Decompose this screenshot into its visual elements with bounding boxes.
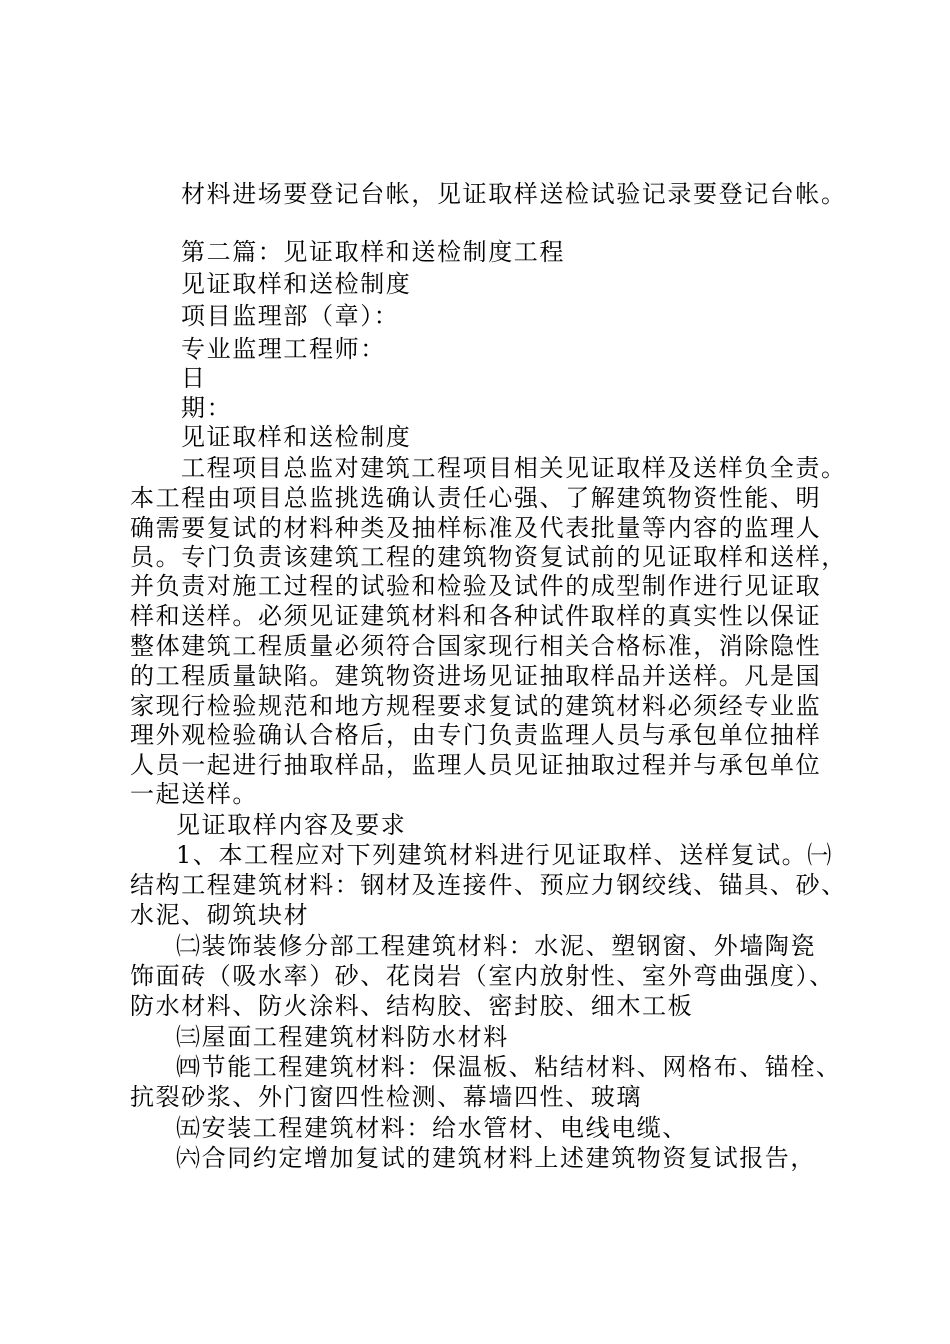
paragraph-line: 整体建筑工程质量必须符合国家现行相关合格标准，消除隐性 [130,632,822,660]
list-line: ㈣节能工程建筑材料：保温板、粘结材料、网格布、锚栓、 [176,1053,842,1081]
paragraph-line: 员。专门负责该建筑工程的建筑物资复试前的见证取样和送样， [130,543,847,571]
subheading: 见证取样和送检制度 [181,423,412,451]
paragraph-line: 并负责对施工过程的试验和检验及试件的成型制作进行见证取 [130,572,822,600]
list-line: 防水材料、防火涂料、结构胶、密封胶、细木工板 [130,992,694,1020]
list-line: ㈥合同约定增加复试的建筑材料上述建筑物资复试报告， [176,1144,816,1172]
paragraph-line: 本工程由项目总监挑选确认责任心强、了解建筑物资性能、明 [130,484,822,512]
paragraph-line: 确需要复试的材料种类及抽样标准及代表批量等内容的监理人 [130,514,822,542]
paragraph-line: 家现行检验规范和地方规程要求复试的建筑材料必须经专业监 [130,692,822,720]
paragraph-line: 的工程质量缺陷。建筑物资进场见证抽取样品并送样。凡是国 [130,662,822,690]
project-dept-label: 项目监理部（章）： [181,302,400,330]
subheading: 见证取样内容及要求 [176,811,407,839]
list-line: 1、本工程应对下列建筑材料进行见证取样、送样复试。㈠ [176,841,833,869]
paragraph-line: 工程项目总监对建筑工程项目相关见证取样及送样负全责。 [181,454,847,482]
paragraph-line: 理外观检验确认合格后，由专门负责监理人员与承包单位抽样 [130,721,822,749]
paragraph-line: 材料进场要登记台帐，见证取样送检试验记录要登记台帐。 [181,180,847,208]
list-line: ㈢屋面工程建筑材料防水材料 [176,1023,509,1051]
list-line: ㈤安装工程建筑材料：给水管材、电线电缆、 [176,1114,688,1142]
section-heading: 第二篇：见证取样和送检制度工程 [181,238,565,266]
list-line: 水泥、砌筑块材 [130,901,310,929]
date-label-part2: 期： [181,394,233,422]
engineer-label: 专业监理工程师： [181,335,386,363]
paragraph-line: 一起送样。 [130,780,258,808]
paragraph-line: 人员一起进行抽取样品，监理人员见证抽取过程并与承包单位 [130,751,822,779]
list-line: ㈡装饰装修分部工程建筑材料：水泥、塑钢窗、外墙陶瓷 [176,932,816,960]
list-line: 抗裂砂浆、外门窗四性检测、幕墙四性、玻璃 [130,1083,642,1111]
date-label-part1: 日 [181,364,207,392]
list-line: 饰面砖（吸水率）砂、花岗岩（室内放射性、室外弯曲强度）、 [130,962,835,990]
list-line: 结构工程建筑材料：钢材及连接件、预应力钢绞线、锚具、砂、 [130,871,847,899]
document-title: 见证取样和送检制度 [181,270,412,298]
paragraph-line: 样和送样。必须见证建筑材料和各种试件取样的真实性以保证 [130,602,822,630]
